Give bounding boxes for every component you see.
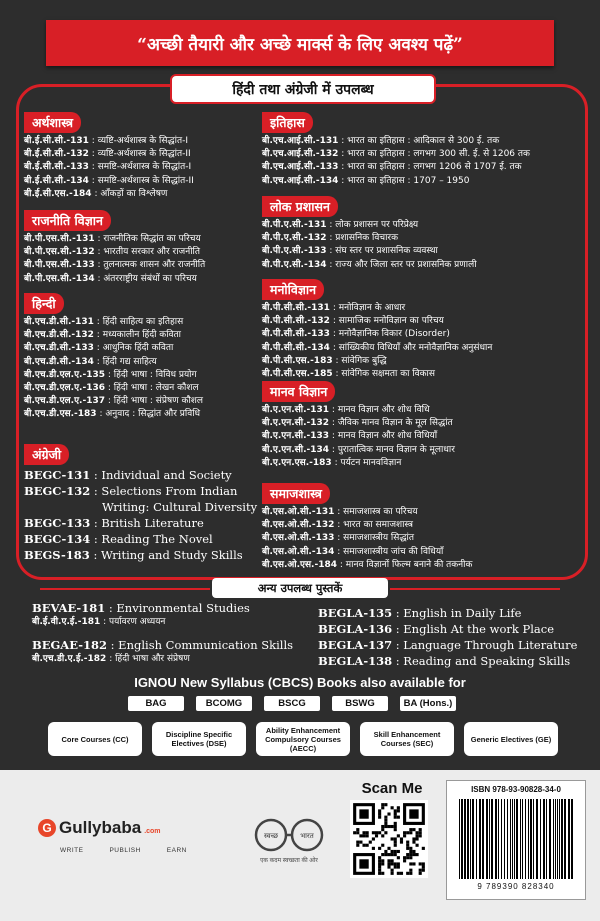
course-title: : भारत का समाजशास्त्र [337,520,413,531]
course-row [262,444,455,457]
course-type-card: Core Courses (CC) [48,722,142,756]
other-book-row [318,605,577,621]
course-row [262,161,530,174]
course-title: : समाजशास्त्रीय सिद्धांत [337,533,415,544]
course-title: : सामाजिक मनोविज्ञान का परिचय [332,316,444,327]
course-title: : मध्यकालीन हिंदी कविता [96,330,181,341]
course-code: बी.पी.एस.सी.-132 [24,247,95,258]
course-title: : Individual and Society [93,468,232,482]
divider [390,588,560,590]
swachh-bharat-logo [248,818,330,852]
course-code: बी.ए.एन.एस.-183 [262,457,332,468]
course-row [24,499,257,515]
course-code: बी.एस.ओ.सी.-131 [262,507,335,517]
course-title: : मनोविज्ञान के आधार [332,303,406,313]
book-title: : English in Daily Life [395,606,522,620]
course-row [24,342,203,355]
course-code: BEGC-132 [24,484,91,498]
other-book-row [318,653,577,669]
course-code: बी.पी.ए.सी.-133 [262,246,327,257]
course-title: : सांवेगिक बुद्धि [335,355,387,366]
course-title: : समष्टि-अर्थशास्त्र के सिद्धांत-I [91,162,192,173]
course-code: बी.पी.सी.एस.-185 [262,369,333,380]
course-title: : व्यष्टि-अर्थशास्त्र के सिद्धांत-I [91,136,188,146]
course-code: बी.ए.एन.सी.-134 [262,444,330,455]
isbn-number: 9 789390 828340 [477,882,555,891]
book-title: : Language Through Literature [395,638,578,652]
course-row [24,233,205,246]
course-row [262,457,455,470]
course-row [24,467,257,483]
course-code: बी.एच.डी.सी.-134 [24,356,94,367]
course-section [262,381,455,470]
course-code: बी.पी.ए.सी.-134 [262,259,327,270]
course-row [24,356,203,369]
course-code: BEGC-134 [24,532,91,546]
course-row [262,519,472,532]
other-book-row [318,621,577,637]
course-title: : हिंदी भाषा : संप्रेषण कौशल [107,396,204,407]
book-title: : Environmental Studies [108,601,250,615]
section-title: मनोविज्ञान [262,279,324,300]
book-code: BEVAE-181 [32,601,106,615]
course-code: बी.ई.सी.सी.-132 [24,149,89,160]
qr-code[interactable] [350,800,428,878]
course-title: : जैविक मानव विज्ञान के मूल सिद्धांत [331,418,453,429]
other-book-row [32,653,293,666]
ignou-heading: IGNOU New Syllabus (CBCS) Books also available for [134,675,466,690]
course-code: बी.एच.आई.सी.-133 [262,162,339,173]
section-title: राजनीति विज्ञान [24,210,111,231]
course-code: बी.एच.आई.सी.-134 [262,175,339,186]
course-title: : लोक प्रशासन पर परिप्रेक्ष्य [329,220,419,230]
course-section [262,483,472,572]
brand-tagline: WRITE PUBLISH EARN [60,847,187,854]
other-books-label: अन्य उपलब्ध पुस्तकें [212,578,388,598]
other-book-row [32,637,293,653]
course-title: : भारत का इतिहास : आदिकाल से 300 ई. तक [341,136,500,146]
course-section [262,112,530,188]
course-row [24,483,257,499]
course-title: : आँकड़ों का विश्लेषण [94,188,168,199]
course-section [262,196,477,272]
tagline-banner: “अच्छी तैयारी और अच्छे मार्क्स के लिए अवश्य पढ़ें” [46,20,554,66]
course-row [262,404,455,417]
swachh-right-text: भारत [300,832,314,840]
book-code: BEGLA-135 [318,606,393,620]
course-code: बी.पी.सी.सी.-133 [262,329,330,340]
course-row [262,368,492,381]
course-code: BEGC-133 [24,516,91,530]
course-title: : अंतरराष्ट्रीय संबंधों का परिचय [97,273,197,284]
book-code: BEGAE-182 [32,638,107,653]
divider [40,588,210,590]
course-row [24,531,257,547]
book-code: BEGLA-136 [318,622,393,636]
gullybaba-logo: G Gullybaba .com [38,818,161,838]
course-row [24,188,194,201]
course-title: : British Literature [93,516,204,530]
course-title: : संघ स्तर पर प्रशासनिक व्यवस्था [329,246,438,257]
course-code: बी.पी.ए.सी.-132 [262,233,327,244]
course-code: बी.पी.ए.सी.-131 [262,220,327,230]
program-tag: BSWG [332,696,388,711]
course-row [24,369,203,382]
other-book-row [32,616,293,629]
course-row [262,315,492,328]
course-code: बी.एच.आई.सी.-132 [262,149,339,160]
book-title: : हिंदी भाषा और संप्रेषण [109,654,190,665]
course-code: BEGC-131 [24,468,91,482]
course-code: बी.एच.डी.एल.ए.-135 [24,369,105,380]
course-title: : मानव विज्ञान और शोध विधि [331,405,430,415]
book-title: : पर्यावरण अध्ययन [103,617,166,627]
program-tags [128,696,456,711]
section-title: लोक प्रशासन [262,196,338,217]
course-row [24,408,203,421]
swachh-left-text: स्वच्छ [263,832,279,840]
course-code: बी.ए.एन.सी.-133 [262,431,330,442]
course-title: : समाजशास्त्रीय जांच की विधियाँ [337,546,444,557]
course-title: : भारत का इतिहास : लगभग 1206 से 1707 ई. तक [341,162,522,173]
book-code: बी.ई.वी.ए.ई.-181 [32,617,101,627]
course-title: : Writing and Study Skills [93,548,243,562]
course-code: बी.ई.सी.सी.-134 [24,175,89,186]
logo-mark-icon: G [38,819,56,837]
course-code: बी.ई.सी.एस.-184 [24,188,92,199]
swachh-caption: एक कदम स्वच्छता की ओर [260,858,318,864]
course-code: बी.एस.ओ.सी.-133 [262,533,335,544]
course-row [262,355,492,368]
course-row [262,430,455,443]
course-row [24,382,203,395]
course-code: बी.एच.डी.एस.-183 [24,409,97,420]
course-section [24,444,257,563]
course-title: : राज्य और जिला स्तर पर प्रशासनिक प्रणाली [329,259,477,270]
other-book-row [32,600,293,616]
course-code: बी.एस.ओ.सी.-134 [262,546,335,557]
course-code: बी.एच.आई.सी.-131 [262,136,339,146]
course-title: : मानव विज्ञान और शोध विधियाँ [331,431,438,442]
other-books-right [318,605,577,669]
course-row [262,175,530,188]
course-row [262,232,477,245]
isbn-barcode-box [446,780,586,900]
course-title: : समाजशास्त्र का परिचय [337,507,418,517]
course-code: बी.पी.सी.सी.-132 [262,316,330,327]
course-title: : हिंदी गद्य साहित्य [96,356,157,367]
book-code: BEGLA-137 [318,638,393,652]
course-row [262,245,477,258]
course-row [24,161,194,174]
course-title: : मानव विज्ञानों फिल्म बनाने की तकनीक [339,559,473,570]
course-code: बी.एच.डी.एल.ए.-137 [24,396,105,407]
course-code: बी.पी.एस.सी.-134 [24,273,95,284]
program-tag: BAG [128,696,184,711]
scan-me-label: Scan Me [361,780,423,797]
course-title: : तुलनात्मक शासन और राजनीति [97,260,206,271]
program-tag: BSCG [264,696,320,711]
course-row [24,329,203,342]
course-type-card: Skill Enhancement Courses (SEC) [360,722,454,756]
course-title: : सांवेगिक सक्षमता का विकास [335,369,435,380]
section-title: अर्थशास्त्र [24,112,81,133]
section-title: हिन्दी [24,293,64,314]
course-title: : प्रशासनिक विचारक [329,233,399,244]
course-title: : समष्टि-अर्थशास्त्र के सिद्धांत-II [91,175,194,186]
course-type-card: Discipline Specific Electives (DSE) [152,722,246,756]
course-title: : हिंदी साहित्य का इतिहास [96,317,184,327]
course-title: : Selections From Indian [93,484,238,498]
course-code: बी.पी.सी.सी.-131 [262,303,330,313]
course-title: Writing: Cultural Diversity [102,500,258,514]
course-row [24,515,257,531]
program-tag: BCOMG [196,696,252,711]
course-row [262,219,477,232]
other-books-left [32,600,293,674]
course-row [24,246,205,259]
course-code: बी.पी.एस.सी.-131 [24,234,95,244]
barcode [457,799,575,879]
course-title: : Reading The Novel [93,532,213,546]
course-code: BEGS-183 [24,548,90,562]
course-row [262,342,492,355]
course-type-cards [48,722,558,756]
book-code: बी.एच.डी.ए.ई.-182 [32,654,107,665]
book-title: : English At the work Place [395,622,555,636]
course-row [262,417,455,430]
course-section [24,112,194,201]
course-section [24,210,205,286]
course-code: बी.एच.डी.सी.-131 [24,317,94,327]
course-row [262,546,472,559]
course-title: : हिंदी भाषा : विविध प्रयोग [107,369,197,380]
book-code: BEGLA-138 [318,654,393,668]
book-title: : Reading and Speaking Skills [395,654,571,668]
course-row [262,532,472,545]
course-title: : भारत का इतिहास : लगभग 300 सी. ई. से 1206 तक [341,149,530,160]
book-title: : English Communication Skills [110,638,294,653]
course-title: : आधुनिक हिंदी कविता [96,343,174,354]
course-code: बी.ई.सी.सी.-133 [24,162,89,173]
course-row [24,316,203,329]
course-title: : राजनीतिक सिद्धांत का परिचय [97,234,201,244]
section-title: इतिहास [262,112,313,133]
course-code: बी.पी.एस.सी.-133 [24,260,95,271]
course-title: : पर्यटन मानवविज्ञान [334,457,402,468]
course-code: बी.ए.एन.सी.-132 [262,418,330,429]
course-title: : भारत का इतिहास : 1707 – 1950 [341,175,470,186]
course-code: बी.ए.एन.सी.-131 [262,405,330,415]
section-title: मानव विज्ञान [262,381,335,402]
course-title: : पुरातात्विक मानव विज्ञान के मूलाधार [331,444,455,455]
course-row [24,547,257,563]
course-row [24,148,194,161]
course-title: : मनोवैज्ञानिक विकार (Disorder) [332,329,450,340]
course-title: : भारतीय सरकार और राजनीति [97,247,201,258]
course-code: बी.एच.डी.सी.-133 [24,343,94,354]
course-section [24,293,203,422]
course-row [24,395,203,408]
course-title: : व्यष्टि-अर्थशास्त्र के सिद्धांत-II [91,149,191,160]
course-row [24,175,194,188]
course-code: बी.पी.सी.एस.-183 [262,355,333,366]
course-row [262,328,492,341]
course-row [262,302,492,315]
course-code: बी.एच.डी.सी.-132 [24,330,94,341]
section-title: समाजशास्त्र [262,483,330,504]
course-row [24,273,205,286]
other-book-row [318,637,577,653]
course-row [24,259,205,272]
program-tag: BA (Hons.) [400,696,456,711]
course-row [24,135,194,148]
course-section [262,279,492,381]
course-type-card: Ability Enhancement Compulsory Courses (AECC) [256,722,350,756]
course-type-card: Generic Electives (GE) [464,722,558,756]
course-title: : सांख्यिकीय विधियाँ और मनोवैज्ञानिक अनुसंधान [332,342,493,353]
course-code: बी.एस.ओ.सी.-132 [262,520,335,531]
isbn-label: ISBN 978-93-90828-34-0 [471,785,561,794]
course-code: बी.पी.सी.सी.-134 [262,342,330,353]
course-title: : अनुवाद : सिद्धांत और प्रविधि [99,409,201,420]
course-code: बी.एच.डी.एल.ए.-136 [24,383,105,394]
section-title: अंग्रेजी [24,444,69,465]
course-row [262,506,472,519]
course-row [262,259,477,272]
course-row [262,135,530,148]
course-code: बी.एस.ओ.एस.-184 [262,559,337,570]
availability-badge: हिंदी तथा अंग्रेजी में उपलब्ध [170,74,436,104]
course-code: बी.ई.सी.सी.-131 [24,136,89,146]
course-title: : हिंदी भाषा : लेखन कौशल [107,383,199,394]
course-row [262,148,530,161]
course-row [262,559,472,572]
